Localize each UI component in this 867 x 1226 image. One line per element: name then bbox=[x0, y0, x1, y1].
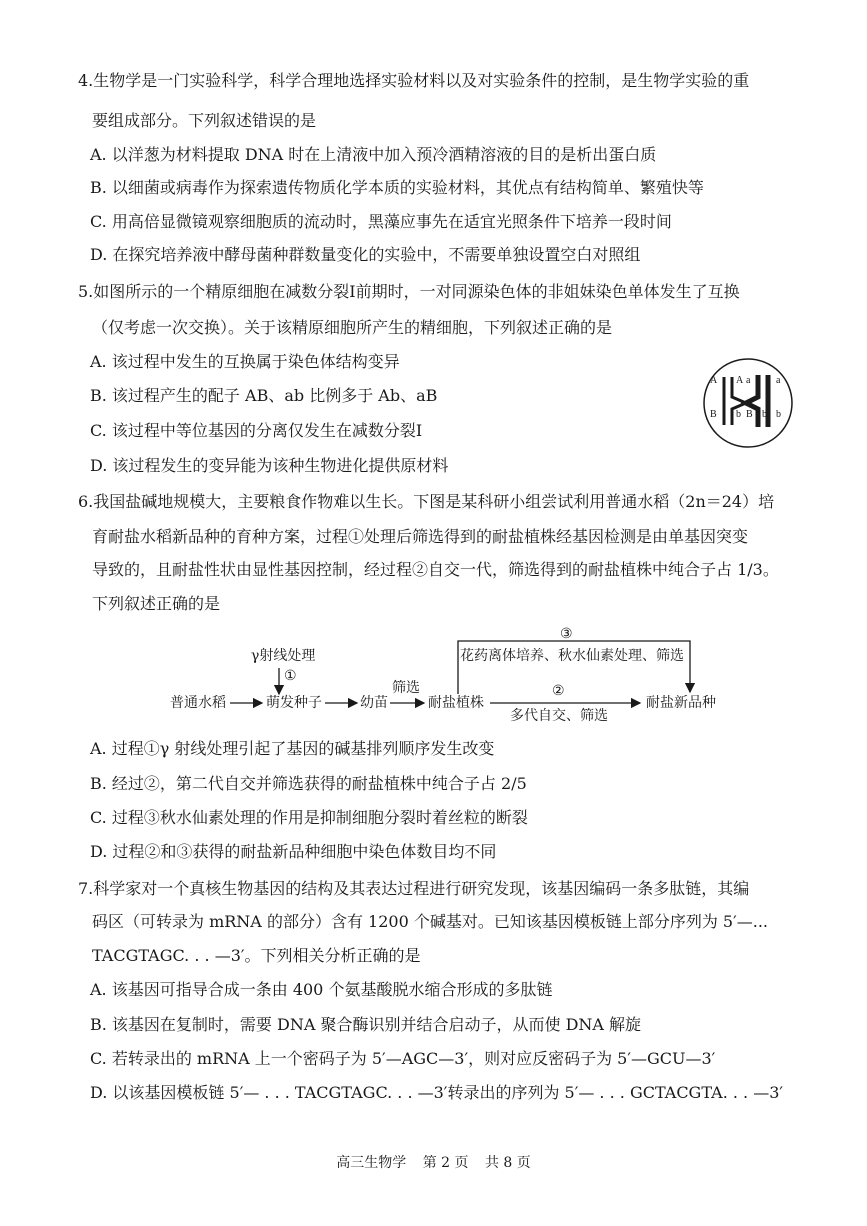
allele-label-B1: B bbox=[710, 409, 717, 420]
allele-label-a1: a bbox=[746, 375, 751, 386]
q7-stem-line-1: 7.科学家对一个真核生物基因的结构及其表达过程进行研究发现，该基因编码一条多肽链，其编 bbox=[78, 879, 750, 898]
allele-label-b1: b bbox=[736, 409, 741, 420]
q5-stem-line-1: 5.如图所示的一个精原细胞在减数分裂Ⅰ前期时，一对同源染色体的非姐妹染色单体发生了互换 bbox=[78, 282, 740, 301]
q6-stem-line-3: 导致的，且耐盐性状由显性基因控制，经过程②自交一代，筛选得到的耐盐植株中纯合子占 1/3。 bbox=[92, 560, 779, 579]
q7-stem-line-2: 码区（可转录为 mRNA 的部分）含有 1200 个碱基对。已知该基因模板链上部分序列为 5′—... bbox=[92, 912, 768, 931]
flow-seedling: 幼苗 bbox=[360, 695, 388, 711]
q4-option-a: A. 以洋葱为材料提取 DNA 时在上清液中加入预冷酒精溶液的目的是析出蛋白质 bbox=[90, 145, 657, 164]
flow-route-2: 多代自交、筛选 bbox=[510, 708, 608, 724]
flow-screen: 筛选 bbox=[392, 680, 420, 696]
allele-label-A2: A bbox=[736, 375, 744, 386]
flow-step-3: ③ bbox=[560, 626, 573, 642]
footer-page-number: 第 2 页 bbox=[422, 1155, 469, 1171]
flow-rice: 普通水稻 bbox=[170, 695, 226, 711]
allele-label-b3: b bbox=[776, 409, 781, 420]
flow-seed: 萌发种子 bbox=[266, 695, 322, 711]
q6-option-a: A. 过程①γ 射线处理引起了基因的碱基排列顺序发生改变 bbox=[90, 739, 495, 758]
q7-option-d: D. 以该基因模板链 5′— . . . TACGTAGC. . . —3′转录出的序列为 5′— . . . GCTACGTA. . . —3′ bbox=[90, 1083, 784, 1102]
q5-option-a: A. 该过程中发生的互换属于染色体结构变异 bbox=[90, 352, 400, 371]
flow-step-1: ① bbox=[284, 668, 297, 684]
footer-subject: 高三生物学 bbox=[336, 1155, 407, 1171]
q6-option-b: B. 经过②，第二代自交并筛选获得的耐盐植株中纯合子占 2/5 bbox=[90, 774, 527, 793]
flow-new-variety: 耐盐新品种 bbox=[646, 695, 716, 711]
allele-label-B2: B bbox=[746, 409, 753, 420]
q5-option-d: D. 该过程发生的变异能为该种生物进化提供原材料 bbox=[90, 456, 449, 475]
q4-stem-line-1: 4.生物学是一门实验科学，科学合理地选择实验材料以及对实验条件的控制，是生物学实验的重 bbox=[78, 71, 750, 90]
q4-option-c: C. 用高倍显微镜观察细胞质的流动时，黑藻应事先在适宜光照条件下培养一段时间 bbox=[90, 212, 672, 231]
flow-step-2: ② bbox=[552, 683, 565, 699]
q6-stem-line-2: 育耐盐水稻新品种的育种方案，过程①处理后筛选得到的耐盐植株经基因检测是由单基因突变 bbox=[92, 527, 749, 546]
flow-gamma-label: γ射线处理 bbox=[251, 648, 316, 664]
allele-label-b2: b bbox=[762, 409, 767, 420]
q5-option-c: C. 该过程中等位基因的分离仅发生在减数分裂Ⅰ bbox=[90, 421, 423, 440]
q5-option-b: B. 该过程产生的配子 AB、ab 比例多于 Ab、aB bbox=[90, 386, 438, 405]
flow-route-3: 花药离体培养、秋水仙素处理、筛选 bbox=[460, 648, 684, 664]
page-footer bbox=[0, 1152, 867, 1172]
q6-option-d: D. 过程②和③获得的耐盐新品种细胞中染色体数目均不同 bbox=[90, 842, 497, 861]
q5-stem-line-2: （仅考虑一次交换）。关于该精原细胞所产生的精细胞，下列叙述正确的是 bbox=[92, 318, 613, 337]
q6-option-c: C. 过程③秋水仙素处理的作用是抑制细胞分裂时着丝粒的断裂 bbox=[90, 808, 528, 827]
q7-option-b: B. 该基因在复制时，需要 DNA 聚合酶识别并结合启动子，从而使 DNA 解旋 bbox=[90, 1015, 642, 1034]
q7-stem-line-3: TACGTAGC. . . —3′。下列相关分析正确的是 bbox=[92, 946, 421, 965]
q4-stem-line-2: 要组成部分。下列叙述错误的是 bbox=[92, 111, 317, 130]
flow-salt-plant: 耐盐植株 bbox=[428, 695, 484, 711]
footer-total-pages: 共 8 页 bbox=[484, 1155, 531, 1171]
allele-label-A1: A bbox=[710, 375, 718, 386]
q6-stem-line-1: 6.我国盐碱地规模大，主要粮食作物难以生长。下图是某科研小组尝试利用普通水稻（2n＝24）培 bbox=[78, 492, 775, 511]
allele-label-a2: a bbox=[776, 375, 781, 386]
q4-option-b: B. 以细菌或病毒作为探索遗传物质化学本质的实验材料，其优点有结构简单、繁殖快等 bbox=[90, 178, 704, 197]
q7-option-a: A. 该基因可指导合成一条由 400 个氨基酸脱水缩合形成的多肽链 bbox=[90, 980, 553, 999]
q7-option-c: C. 若转录出的 mRNA 上一个密码子为 5′—AGC—3′，则对应反密码子为 5′—GCU—3′ bbox=[90, 1049, 716, 1068]
q4-option-d: D. 在探究培养液中酵母菌种群数量变化的实验中，不需要单独设置空白对照组 bbox=[90, 245, 641, 264]
q6-stem-line-4: 下列叙述正确的是 bbox=[92, 594, 221, 613]
